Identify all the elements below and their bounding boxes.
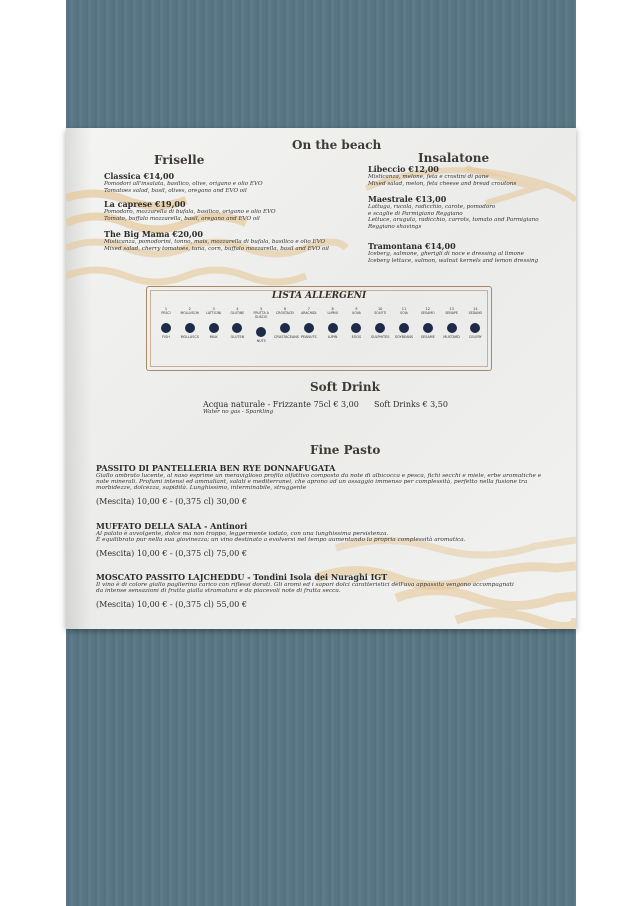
allergen-icon xyxy=(470,323,480,333)
allergen-item xyxy=(417,307,439,339)
allergen-icon xyxy=(328,323,338,333)
allergen-label-it: SENAPE xyxy=(445,311,458,315)
allergen-label-en: CRUSTACEANS xyxy=(274,335,299,339)
item-desc: Lattuga, rucola, radicchio, carote, pomodoro xyxy=(368,204,496,210)
item-name: The Big Mama €20,00 xyxy=(104,229,203,239)
allergen-label-en: SULPHITES xyxy=(370,335,390,339)
allergen-icon xyxy=(375,323,385,333)
allergen-item xyxy=(274,307,299,339)
item-name: Tramontana €14,00 xyxy=(368,241,456,251)
item-desc: Mixed salad, melon, feta cheese and bread croutons xyxy=(368,180,517,187)
allergen-icon xyxy=(423,323,433,333)
allergen-number: 4 xyxy=(236,307,239,311)
allergen-item xyxy=(441,307,463,339)
item-desc-en: Mixed salad, cherry tomatoes, tuna, corn, buffalo mozzarella, basil and EVO oil xyxy=(104,245,329,252)
allergen-label-it: GLUTINE xyxy=(230,311,245,315)
allergen-number: 6 xyxy=(283,307,287,311)
allergen-label-en: PEANUTS xyxy=(300,335,317,339)
allergen-number: 1 xyxy=(164,307,168,311)
wine-desc: È equilibrato pur nella sua giovinezza; un vino destinato a evolversi nel tempo aumentando la propria complessità aromatica. xyxy=(96,537,466,543)
item-name: Libeccio €12,00 xyxy=(368,164,439,174)
allergen-number: 7 xyxy=(307,307,310,311)
allergen-icon xyxy=(351,323,361,333)
allergen-label-it: FRUTTA A GUSCIO xyxy=(253,311,269,319)
allergen-label-it: LATTICINI xyxy=(206,311,222,315)
insalatone-item xyxy=(368,241,538,264)
wine-name: PASSITO DI PANTELLERIA BEN RYE DONNAFUGATA xyxy=(96,463,336,473)
allergen-label-en: GLUTEN xyxy=(230,335,245,339)
allergen-item xyxy=(179,307,201,339)
item-name: Maestrale €13,00 xyxy=(368,194,447,204)
allergen-icon xyxy=(447,323,457,333)
wine-item xyxy=(96,572,514,609)
allergen-label-en: CELERY xyxy=(469,335,482,339)
wine-item xyxy=(96,521,466,558)
item-desc-it: Misticanza, pomodorini, tonno, mais, mozzarella di bufala, basilico e olio EVO xyxy=(104,239,326,245)
allergen-item xyxy=(298,307,320,339)
allergen-label-it: SESAMO xyxy=(421,311,435,315)
soft-drink-heading: Soft Drink xyxy=(310,380,380,394)
item-desc-it: Pomodoro, mozzarella di bufala, basilico, origano e olio EVO xyxy=(104,209,276,215)
allergen-icon xyxy=(399,323,409,333)
allergen-panel xyxy=(146,286,492,371)
fine-pasto-heading: Fine Pasto xyxy=(310,443,381,457)
allergen-label-en: SOYBEANS xyxy=(394,335,414,339)
allergen-title: LISTA ALLERGENI xyxy=(271,291,367,301)
item-desc-en: Tomatoes salad, basil, olives, oregano and EVO oil xyxy=(104,187,247,194)
wine-price: (Mescita) 10,00 € - (0,375 cl) 55,00 € xyxy=(96,600,247,609)
wine-desc: Il vino è di colore giallo paglierino carico con riflessi dorati. Gli aromi ed i sapori dolci caratteristici dell'uva appassita vengono accompagnati xyxy=(96,582,514,588)
friselle-item xyxy=(104,171,263,194)
item-desc: Iceberg lettuce, salmon, walnut kernels and lemon dressing xyxy=(368,257,539,264)
item-desc: e scaglie di Parmigiano Reggiano xyxy=(368,210,463,217)
allergen-item xyxy=(203,307,225,339)
water-desc-en: Water no gas - Sparkling xyxy=(203,409,274,415)
item-desc: Reggiano shavings xyxy=(368,223,422,230)
allergen-label-en: MUSTARD xyxy=(443,335,460,339)
allergen-number: 12 xyxy=(425,307,431,311)
insalatone-item xyxy=(368,164,516,187)
friselle-heading: Friselle xyxy=(154,153,205,167)
allergen-label-it: MOLLUSCHI xyxy=(180,311,200,315)
item-desc: Iceberg, salmone, gherigli di noce e dressing al limone xyxy=(368,251,524,257)
item-name: La caprese €19,00 xyxy=(104,199,186,209)
insalatone-item xyxy=(368,194,539,230)
allergen-label-it: UOVA xyxy=(351,311,361,315)
item-desc-it: Pomodori all'insalata, basilico, olive, origano e olio EVO xyxy=(104,181,263,187)
wine-desc: da intense sensazioni di frutta gialla stramatura e da piacevoli note di frutta secca. xyxy=(96,588,341,594)
allergen-item xyxy=(345,307,367,339)
wine-price: (Mescita) 10,00 € - (0,375 cl) 30,00 € xyxy=(96,497,247,506)
wine-desc: Giallo ambrato lucente, al naso esprime un meraviglioso profilo olfattivo composto da note di albicocca e pesca, fichi secchi e miele, erbe aromatiche e xyxy=(96,473,542,479)
page-title: On the beach xyxy=(292,138,382,152)
allergen-number: 2 xyxy=(188,307,191,311)
allergen-number: 3 xyxy=(212,307,215,311)
wine-item xyxy=(96,463,541,506)
allergen-item xyxy=(369,307,391,339)
allergen-item xyxy=(226,307,248,339)
allergen-label-it: PESCI xyxy=(161,311,171,315)
allergen-label-en: FISH xyxy=(162,335,170,339)
allergen-label-it: ARACHIDI xyxy=(301,311,317,315)
allergen-item xyxy=(464,307,486,339)
allergen-number: 13 xyxy=(449,307,454,311)
allergen-label-en: EGGS xyxy=(351,335,362,339)
allergen-label-en: MILK xyxy=(209,335,218,339)
allergen-icon xyxy=(209,323,219,333)
allergen-item xyxy=(250,307,272,343)
allergen-label-en: NUTS xyxy=(256,339,266,343)
friselle-item xyxy=(104,229,329,252)
wine-price: (Mescita) 10,00 € - (0,375 cl) 75,00 € xyxy=(96,549,247,558)
allergen-number: 14 xyxy=(473,307,478,311)
allergen-icon xyxy=(256,327,266,337)
allergen-icon xyxy=(185,323,195,333)
allergen-icon xyxy=(280,323,290,333)
allergen-icon xyxy=(161,323,171,333)
soft-drinks-price: Soft Drinks € 3,50 xyxy=(374,400,448,409)
allergen-item xyxy=(322,307,344,339)
allergen-number: 5 xyxy=(260,307,263,311)
item-desc-en: Tomato, buffalo mozzarella, basil, oregano and EVO oil xyxy=(104,215,260,222)
allergen-number: 11 xyxy=(401,307,407,311)
insalatone-heading: Insalatone xyxy=(418,151,490,165)
allergen-icon xyxy=(232,323,242,333)
allergen-label-it: LUPINI xyxy=(327,311,338,315)
wine-desc: note minerali. Profumi intensi ed ammaliant, salati e mediterranei, che aprono ad un assaggio immenso per complessità, perfetto nella fusione tra xyxy=(96,479,528,485)
allergen-label-en: LUPIN xyxy=(327,335,338,339)
wine-desc: Al palato è avvolgente, dolce ma non troppo, leggermente iodato, con una lunghissima persistenza. xyxy=(96,531,389,537)
allergen-item xyxy=(393,307,415,339)
wine-name: MUFFATO DELLA SALA - Antinori xyxy=(96,521,248,531)
allergen-number: 10 xyxy=(377,307,383,311)
allergen-icon xyxy=(304,323,314,333)
wine-name: MOSCATO PASSITO LAJCHEDDU - Tondini Isola dei Nuraghi IGT xyxy=(96,572,388,582)
allergen-number: 9 xyxy=(355,307,358,311)
allergen-label-it: SOLFITI xyxy=(374,311,387,315)
wine-desc: morbidezze, dolcezza, sapidità. Lunghissimo, interminabile, struggente xyxy=(96,485,307,491)
water-item xyxy=(203,400,359,416)
item-name: Classica €14,00 xyxy=(104,171,175,181)
allergen-label-it: CROSTACEI xyxy=(276,311,294,315)
friselle-item xyxy=(104,199,276,222)
allergen-item xyxy=(155,307,177,339)
allergen-number: 8 xyxy=(331,307,334,311)
allergen-label-en: SESAME xyxy=(420,335,435,339)
item-desc: Misticanza, melone, feta e crostini di pane xyxy=(368,174,489,180)
allergen-label-it: SEDANO xyxy=(468,311,483,315)
water-price: Acqua naturale - Frizzante 75cl € 3,00 xyxy=(203,400,359,409)
allergen-label-it: SOIA xyxy=(400,311,408,315)
item-desc: Lettuce, arugula, radicchio, carrots, tomato and Parmigiano xyxy=(368,217,539,224)
menu-page xyxy=(66,128,576,629)
allergen-label-en: MOLLUSCS xyxy=(180,335,199,339)
